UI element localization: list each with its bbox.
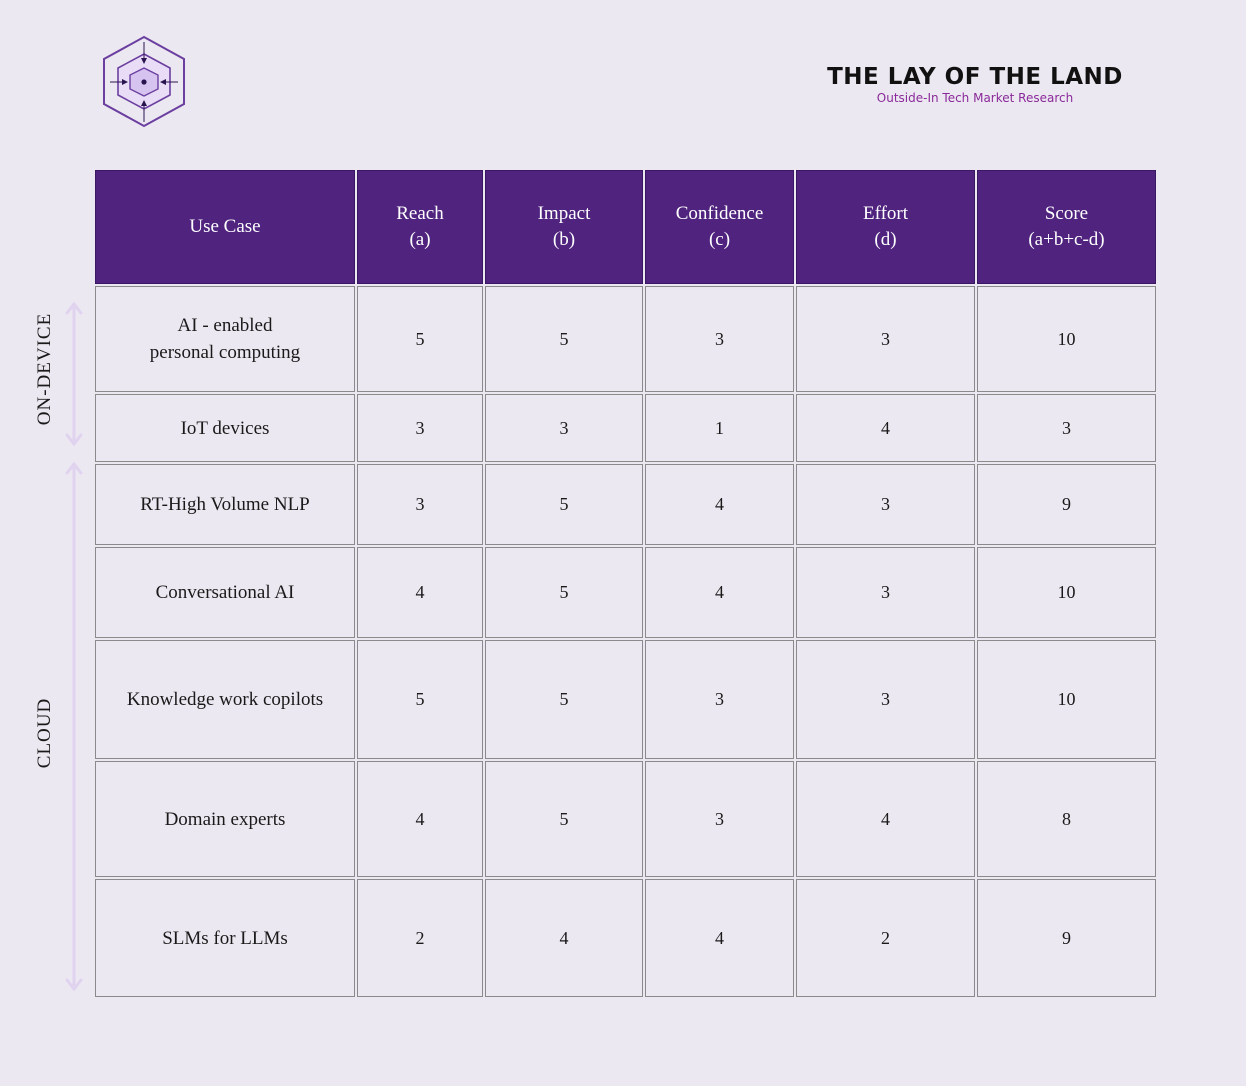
- group-label-cloud: CLOUD: [34, 697, 55, 769]
- confidence-cell: 3: [645, 761, 794, 877]
- effort-cell: 3: [796, 286, 975, 392]
- reach-cell: 4: [357, 547, 483, 638]
- use-case-cell: Knowledge work copilots: [95, 640, 355, 759]
- use-case-cell: RT-High Volume NLP: [95, 464, 355, 545]
- confidence-cell: 4: [645, 879, 794, 997]
- reach-cell: 3: [357, 464, 483, 545]
- score-cell: 8: [977, 761, 1156, 877]
- header-confidence: Confidence (c): [645, 170, 794, 284]
- table-row: [95, 640, 1156, 759]
- score-cell: 10: [977, 547, 1156, 638]
- effort-cell: 3: [796, 547, 975, 638]
- header-impact: Impact (b): [485, 170, 643, 284]
- group-arrows: [60, 295, 88, 1000]
- reach-cell: 5: [357, 640, 483, 759]
- reach-cell: 5: [357, 286, 483, 392]
- score-cell: 9: [977, 464, 1156, 545]
- confidence-cell: 3: [645, 640, 794, 759]
- impact-cell: 5: [485, 464, 643, 545]
- reach-cell: 2: [357, 879, 483, 997]
- table-row: [95, 547, 1156, 638]
- use-case-cell: Conversational AI: [95, 547, 355, 638]
- scoring-table: [93, 168, 1158, 999]
- confidence-cell: 1: [645, 394, 794, 462]
- use-case-cell: IoT devices: [95, 394, 355, 462]
- effort-cell: 3: [796, 464, 975, 545]
- impact-cell: 5: [485, 640, 643, 759]
- effort-cell: 4: [796, 761, 975, 877]
- header-effort: Effort (d): [796, 170, 975, 284]
- header-use-case: Use Case: [95, 170, 355, 284]
- confidence-cell: 4: [645, 547, 794, 638]
- effort-cell: 2: [796, 879, 975, 997]
- impact-cell: 4: [485, 879, 643, 997]
- use-case-cell: AI - enabled personal computing: [95, 286, 355, 392]
- reach-cell: 4: [357, 761, 483, 877]
- effort-cell: 3: [796, 640, 975, 759]
- impact-cell: 5: [485, 286, 643, 392]
- score-cell: 3: [977, 394, 1156, 462]
- brand-subtitle: Outside-In Tech Market Research: [876, 91, 1074, 105]
- table-row: [95, 464, 1156, 545]
- table-row: [95, 394, 1156, 462]
- brand-title: THE LAY OF THE LAND: [827, 64, 1123, 90]
- hexagon-target-icon: [100, 34, 188, 129]
- use-case-cell: SLMs for LLMs: [95, 879, 355, 997]
- brand-block: [820, 64, 1130, 105]
- score-cell: 10: [977, 640, 1156, 759]
- score-cell: 9: [977, 879, 1156, 997]
- effort-cell: 4: [796, 394, 975, 462]
- reach-cell: 3: [357, 394, 483, 462]
- table-row: [95, 286, 1156, 392]
- score-cell: 10: [977, 286, 1156, 392]
- group-label-on-device: ON-DEVICE: [34, 312, 55, 426]
- impact-cell: 5: [485, 547, 643, 638]
- table-header-row: [95, 170, 1156, 284]
- table-row: [95, 761, 1156, 877]
- impact-cell: 3: [485, 394, 643, 462]
- use-case-cell: Domain experts: [95, 761, 355, 877]
- confidence-cell: 3: [645, 286, 794, 392]
- table-row: [95, 879, 1156, 997]
- impact-cell: 5: [485, 761, 643, 877]
- header-reach: Reach (a): [357, 170, 483, 284]
- header-score: Score (a+b+c-d): [977, 170, 1156, 284]
- confidence-cell: 4: [645, 464, 794, 545]
